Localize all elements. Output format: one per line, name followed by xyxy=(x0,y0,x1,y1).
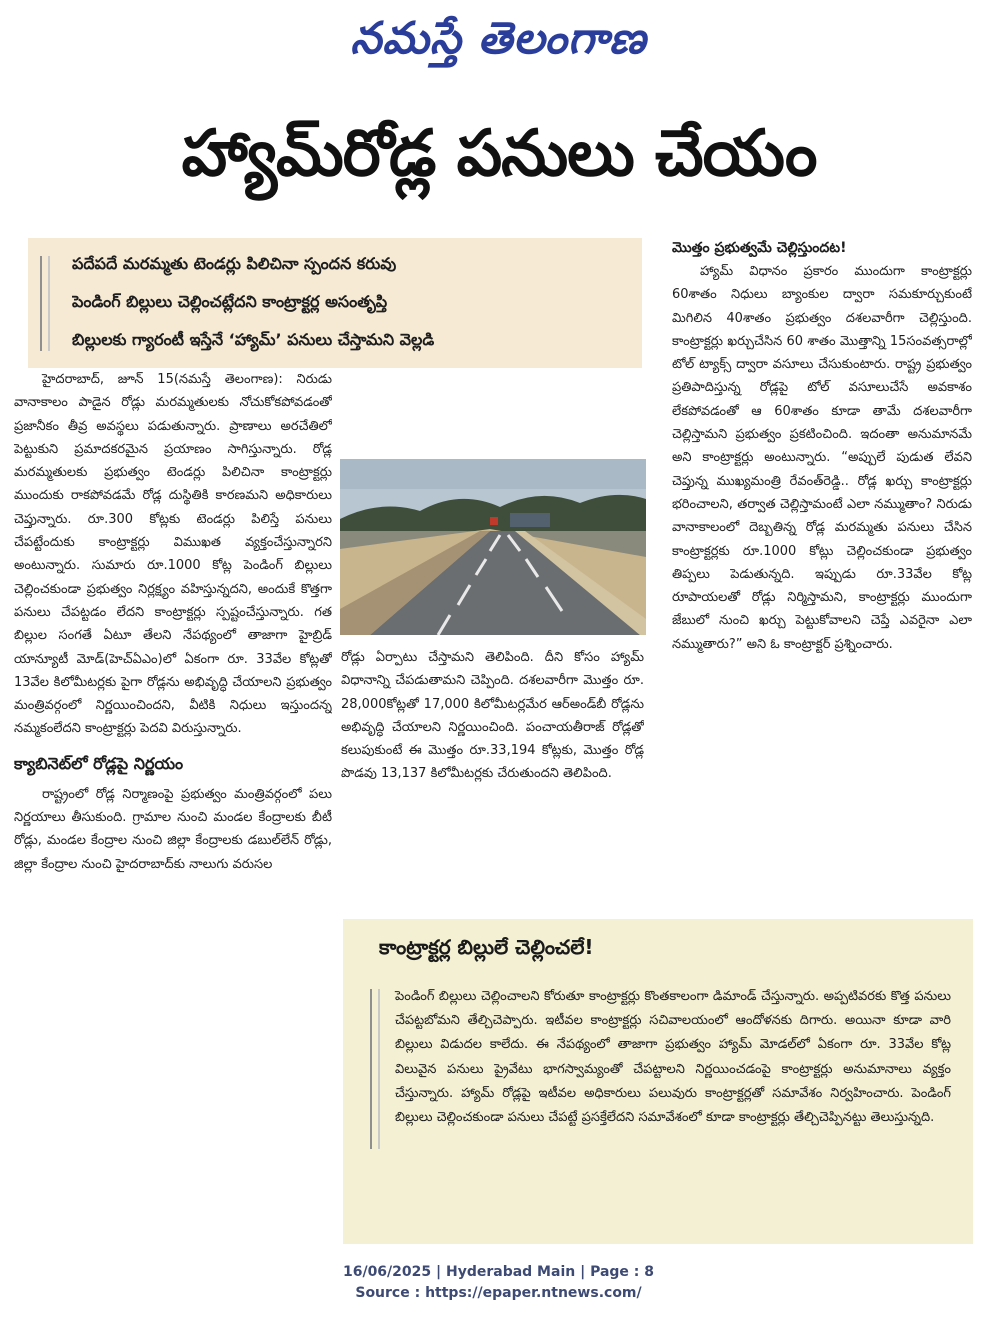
highlights-bar-decoration xyxy=(40,256,50,351)
article-column-2 xyxy=(341,646,644,896)
highway-image xyxy=(340,459,646,635)
article-headline: హ్యామ్‌రోడ్ల పనులు చేయం xyxy=(181,117,817,191)
highlights-list xyxy=(28,238,642,359)
highlights-box xyxy=(28,238,642,368)
article-column-1 xyxy=(14,368,332,1248)
sidebar-title: కాంట్రాక్టర్ల బిల్లులే చెల్లించలే! xyxy=(379,935,594,959)
section-subheading: క్యాబినెట్‌లో రోడ్లపై నిర్ణయం xyxy=(14,753,184,773)
section-subheading: మొత్తం ప్రభుత్వమే చెల్లిస్తుందట! xyxy=(672,240,847,256)
source-url: Source : https://epaper.ntnews.com/ xyxy=(355,1285,642,1301)
article-paragraph: హైదరాబాద్, జూన్ 15(నమస్తే తెలంగాణ): నిరుడు వానాకాలం పాడైన రోడ్లు మరమ్మతులకు నోచుకోకపోవడంతో ప్రజానీకం తీవ్ర అవస్థలు పడుతున్నారు. ప్రాణాలు అరచేతిలో పెట్టుకుని ప్రమాదకరమైన ప్రయాణం సాగిస్తున్నారు. రోడ్ల మరమ్మతులకు ప్రభుత్వం టెండర్లు పిలిచినా కాంట్రాక్టర్లు ముందుకు రాకపోవడమే రోడ్ల దుస్థితికి కారణమని అధికారులు చెప్తున్నారు. రూ.300 కోట్లకు టెండర్లు పిలిస్తే పనులు చేపట్టేందుకు కాంట్రాక్టర్లు విముఖత వ్యక్తంచేస్తున్నారని అంటున్నారు. సుమారు రూ.1000 కోట్ల పెండింగ్ బిల్లులు చెల్లించకుండా ప్రభుత్వం నిర్లక్ష్యం వహిస్తున్నదని, అందుకే కొత్తగా పనులు చేపట్టడం లేదని కాంట్రాక్టర్లు స్పష్టంచేస్తున్నారు. గత బిల్లుల సంగతే ఏటూ తేలని నేపథ్యంలో తాజాగా హైబ్రిడ్ యాన్యూటీ మోడ్(హెచ్‌ఏఎం)లో ఏకంగా రూ. 33వేల కోట్లతో 13వేల కిలోమీటర్లకు పైగా రోడ్లను అభివృద్ధి చేయాలని ప్రభుత్వం మంత్రివర్గంలో నిర్ణయించిందని, వీటికి నిధులు ఇస్తుందన్న నమ్మకంలేదని కాంట్రాక్టర్లు పెదవి విరుస్తున్నారు. xyxy=(14,372,332,737)
highlight-item: • పదేపదే మరమ్మతు టెండర్లు పిలిచినా స్పందన కరువు xyxy=(72,245,642,283)
article-paragraph: రాష్ట్రంలో రోడ్ల నిర్మాణంపై ప్రభుత్వం మంత్రివర్గంలో పలు నిర్ణయాలు తీసుకుంది. గ్రామాల నుంచి మండల కేంద్రాలకు బీటీ రోడ్లు, మండల కేంద్రాల నుంచి జిల్లా కేంద్రాలకు డబుల్‌లేన్ రోడ్లు, జిల్లా కేంద్రాల నుంచి హైదరాబాద్‌కు నాలుగు వరుసల xyxy=(14,786,332,872)
highlight-item: • పెండింగ్ బిల్లులు చెల్లించట్లేదని కాంట్రాక్టర్ల అసంతృప్తి xyxy=(72,283,642,321)
article-paragraph: హ్యామ్ విధానం ప్రకారం ముందుగా కాంట్రాక్టర్లు 60శాతం నిధులు బ్యాంకుల ద్వారా సమకూర్చుకుంటే మిగిలిన 40శాతం ప్రభుత్వం దశలవారీగా చెల్లిస్తుంది. కాంట్రాక్టర్లు ఖర్చుచేసిన 60 శాతం మొత్తాన్ని 15సంవత్సరాల్లో టోల్ ట్యాక్స్ ద్వారా వసూలు చేసుకుంటారు. రాష్ట్ర ప్రభుత్వం ప్రతిపాదిస్తున్న రోడ్లపై టోల్ వసూలుచేసే అవకాశం లేకపోవడంతో ఆ 60శాతం కూడా తామే దశలవారీగా చెల్లిస్తామని ప్రభుత్వం ప్రకటించింది. ఇదంతా అనుమానమే అని కాంట్రాక్టర్లు అంటున్నారు. “అప్పులే పుడుత లేవని చెప్తున్న ముఖ్యమంత్రి రేవంత్‌రెడ్డి.. రోడ్ల ఖర్చు కాంట్రాక్టర్లు భరించాలని, తర్వాత చెల్లిస్తామంటే ఎలా నమ్ముతాం? నిరుడు వానాకాలంలో దెబ్బతిన్న రోడ్ల మరమ్మతు పనులు చేసిన కాంట్రాక్టర్లకు రూ.1000 కోట్లు చెల్లించకుండా ప్రభుత్వం తిప్పలు పెడుతున్నది. ఇప్పుడు రూ.33వేల కోట్ల రూపాయలతో రోడ్లు నిర్మిస్తామని, కాంట్రాక్టర్లు ముందుగా జేబులో నుంచి ఖర్చు పెట్టుకోవాలని చెప్తే ఎవరైనా ఎలా నమ్ముతారు?” అని ఓ కాంట్రాక్టర్ ప్రశ్నించారు. xyxy=(672,264,972,652)
sidebar-box xyxy=(343,919,973,1244)
highlight-item: • బిల్లులకు గ్యారంటీ ఇస్తేనే ‘హ్యామ్’ పనులు చేస్తామని వెల్లడి xyxy=(72,321,642,359)
road-photo xyxy=(340,459,646,635)
sidebar-bar-decoration xyxy=(370,989,380,1149)
article-paragraph: రోడ్లు ఏర్పాటు చేస్తామని తెలిపింది. దీని కోసం హ్యామ్ విధానాన్ని చేపడుతామని చెప్పింది. దశలవారీగా మొత్తం రూ. 28,000కోట్లతో 17,000 కిలోమీటర్లమేర ఆర్‌అండ్‌బీ రోడ్లను అభివృద్ధి చేయాలని నిర్ణయించింది. పంచాయతీరాజ్ రోడ్లతో కలుపుకుంటే ఈ మొత్తం రూ.33,194 కోట్లకు, మొత్తం రోడ్ల పొడవు 13,137 కిలోమీటర్లకు చేరుతుందని తెలిపింది. xyxy=(341,650,644,782)
edition-info: 16/06/2025 | Hyderabad Main | Page : 8 xyxy=(342,1264,655,1280)
sidebar-body: పెండింగ్ బిల్లులు చెల్లించాలని కోరుతూ కాంట్రాక్టర్లు కొంతకాలంగా డిమాండ్ చేస్తున్నారు. అప్పటివరకు కొత్త పనులు చేపట్టబోమని తేల్చిచెప్పారు. ఇటీవల కాంట్రాక్టర్లు సచివాలయంలో ఆందోళనకు దిగారు. అయినా కూడా వారి బిల్లులు విడుదల కాలేదు. ఈ నేపథ్యంలో తాజాగా ప్రభుత్వం హ్యామ్ మోడల్‌లో ఏకంగా రూ. 33వేల కోట్ల విలువైన పనులు ప్రైవేటు భాగస్వామ్యంతో చేపట్టాలని నిర్ణయించడంపై కాంట్రాక్టర్లు అనుమానాలు వ్యక్తం చేస్తున్నారు. హ్యామ్ రోడ్లపై ఇటీవల అధికారులు పలువురు కాంట్రాక్టర్లతో సమావేశం నిర్వహించారు. పెండింగ్ బిల్లులు చెల్లించకుండా పనులు చేపట్టే ప్రసక్తేలేదని సమావేశంలో కూడా కాంట్రాక్టర్లు తేల్చిచెప్పినట్టు తెలుస్తున్నది. xyxy=(395,989,951,1126)
newspaper-masthead: నమస్తే తెలంగాణ xyxy=(350,13,647,64)
page-footer xyxy=(0,1262,997,1304)
article-column-3 xyxy=(672,236,972,900)
